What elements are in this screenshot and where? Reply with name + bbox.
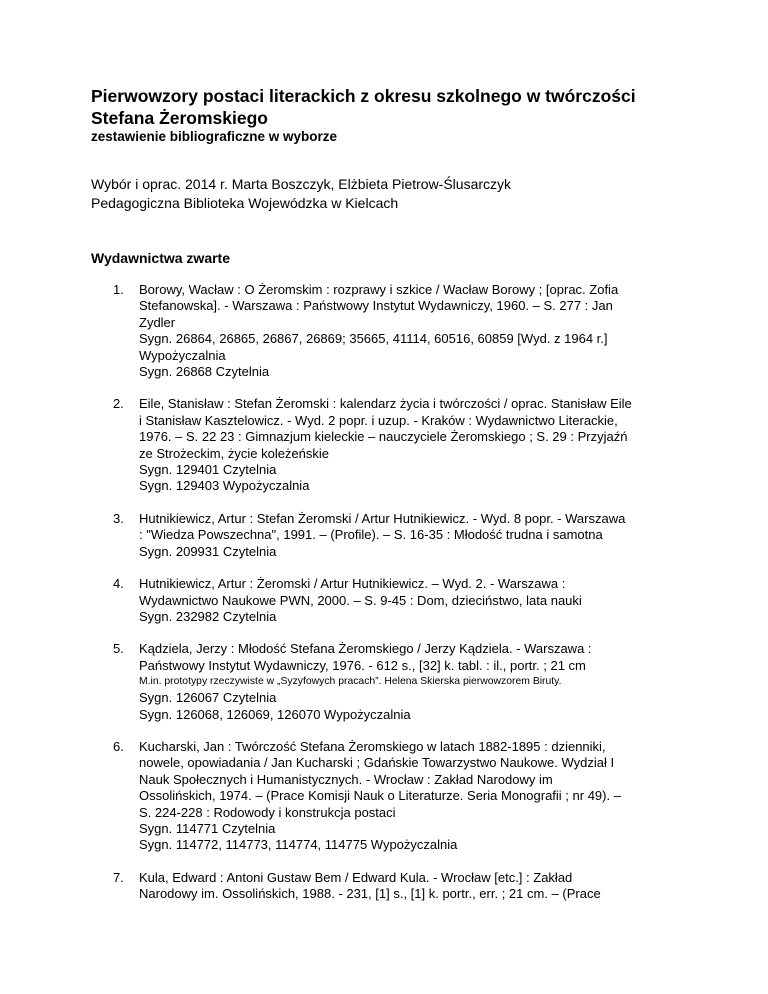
entry-line: Sygn. 26868 Czytelnia [139,364,270,380]
entry-line: Borowy, Wacław : O Żeromskim : rozprawy i szkice / Wacław Borowy ; [oprac. Zofia [139,282,619,297]
entry-number: 6. [113,738,124,754]
entry-line: nowele, opowiadania / Jan Kucharski ; Gdańskie Towarzystwo Naukowe. Wydział I [139,755,615,771]
entry-number: 4. [113,576,124,592]
entry-line: Hutnikiewicz, Artur : Żeromski / Artur Hutnikiewicz. – Wyd. 2. - Warszawa : [139,576,566,592]
entry-line: Sygn. 126068, 126069, 126070 Wypożyczalnia [139,706,411,722]
credits-institution: Pedagogiczna Biblioteka Wojewódzka w Kielcach [91,195,399,211]
entry-line: Sygn. 26864, 26865, 26867, 26869; 35665, 41114, 60516, 60859 [Wyd. z 1964 r.] [139,331,608,347]
entry-line: Sygn. 114771 Czytelnia [139,820,276,836]
entry-line: Sygn. 232982 Czytelnia [139,608,277,624]
entry-line: Państwowy Instytut Wydawniczy, 1976. - 612 s., [32] k. tabl. : il., portr. ; 21 cm [139,657,586,673]
entry-line: Kula, Edward : Antoni Gustaw Bem / Edward Kula. - Wrocław [etc.] : Zakład [139,869,573,885]
section-heading: Wydawnictwa zwarte [91,250,231,266]
entry-line: Sygn. 126067 Czytelnia [139,690,277,706]
bibliography-entry [91,870,691,903]
bibliography-list [91,282,691,919]
entry-line: Stefanowska]. - Warszawa : Państwowy Instytut Wydawniczy, 1960. – S. 277 : Jan [139,298,613,314]
entry-line: Zydler [139,314,176,330]
bibliography-entry [91,396,691,494]
page-subtitle: zestawienie bibliograficzne w wyborze [91,129,338,144]
entry-line: Wydawnictwo Naukowe PWN, 2000. – S. 9-45 : Dom, dzieciństwo, lata nauki [139,592,582,608]
entry-number: 2. [113,396,124,412]
title-line-2: Stefana Żeromskiego [91,108,268,128]
entry-number: 1. [113,282,124,297]
credits [91,175,511,213]
entry-number: 5. [113,641,124,657]
entry-line: : "Wiedza Powszechna", 1991. – (Profile). – S. 16-35 : Młodość trudna i samotna [139,527,603,543]
entry-line: Kądziela, Jerzy : Młodość Stefana Żeromskiego / Jerzy Kądziela. - Warszawa : [139,641,592,657]
entry-line: Hutnikiewicz, Artur : Stefan Żeromski / Artur Hutnikiewicz. - Wyd. 8 popr. - Warszawa [139,510,626,526]
page-title [91,85,711,129]
entry-number: 3. [113,510,124,526]
entry-line: 1976. – S. 22 23 : Gimnazjum kieleckie – nauczyciele Żeromskiego ; S. 29 : Przyjaźń [139,429,628,445]
entry-line: i Stanisław Kasztelowicz. - Wyd. 2 popr. i uzup. - Kraków : Wydawnictwo Literackie, [139,412,618,428]
bibliography-entry [91,641,691,723]
entry-line: Nauk Społecznych i Humanistycznych. - Wrocław : Zakład Narodowy im [139,771,553,787]
bibliography-entry [91,576,691,625]
entry-line: Eile, Stanisław : Stefan Żeromski : kalendarz życia i twórczości / oprac. Stanisław Eile [139,396,632,412]
entry-line: Kucharski, Jan : Twórczość Stefana Żeromskiego w latach 1882-1895 : dzienniki, [139,738,606,754]
title-line-1: Pierwowzory postaci literackich z okresu szkolnego w twórczości [91,86,636,106]
entry-line: S. 224-228 : Rodowody i konstrukcja postaci [139,804,396,820]
entry-line: Sygn. 129401 Czytelnia [139,462,277,478]
entry-line: Narodowy im. Ossolińskich, 1988. - 231, [1] s., [1] k. portr., err. ; 21 cm. – (Prace [139,886,601,902]
bibliography-entry [91,282,691,380]
entry-line: Sygn. 114772, 114773, 114774, 114775 Wypożyczalnia [139,837,458,853]
entry-line: Sygn. 209931 Czytelnia [139,543,277,559]
entry-line: Wypożyczalnia [139,347,226,363]
entry-line: ze Strożeckim, życie koleżeńskie [139,445,330,461]
entry-line: Ossolińskich, 1974. – (Prace Komisji Nauk o Literaturze. Seria Monografii ; nr 49). – [139,788,621,804]
bibliography-entry [91,739,691,854]
entry-note: M.in. prototypy rzeczywiste w „Syzyfowych pracach”. Helena Skierska pierwowzorem Biruty. [139,676,562,688]
credits-authors: Wybór i oprac. 2014 r. Marta Boszczyk, Elżbieta Pietrow-Ślusarczyk [91,176,512,192]
entry-line: Sygn. 129403 Wypożyczalnia [139,478,310,494]
bibliography-entry [91,511,691,560]
entry-number: 7. [113,869,124,885]
